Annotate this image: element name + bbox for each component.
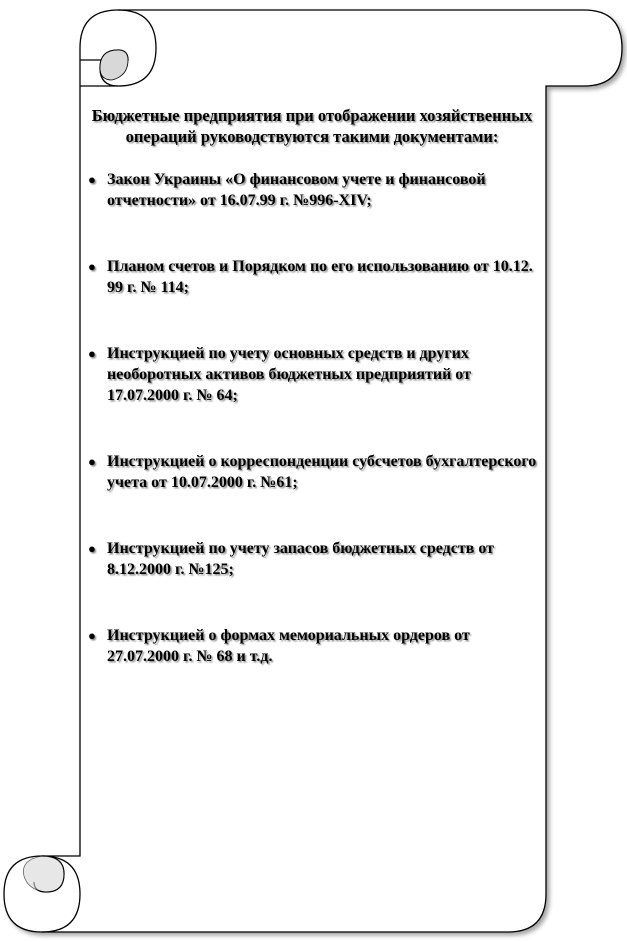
bullet-icon: ● — [88, 259, 96, 274]
bullet-icon: ● — [88, 628, 96, 643]
list-item — [82, 538, 542, 580]
bullet-icon: ● — [88, 172, 96, 187]
list-item-text: Закон Украины «О финансовом учете и финансовой отчетности» от 16.07.99 г. №996-XIV; — [107, 171, 486, 209]
list-item-text: Инструкцией по учету запасов бюджетных средств от 8.12.2000 г. №125; — [107, 540, 494, 578]
list-item-text: Инструкцией по учету основных средств и других необоротных активов бюджетных предприятий от 17.07.2000 г. № 64; — [107, 345, 471, 404]
document-content — [82, 105, 542, 667]
list-item — [82, 169, 542, 211]
list-item — [82, 256, 542, 298]
document-title: Бюджетные предприятия при отображении хозяйственных операций руководствуются такими документами: — [91, 106, 533, 146]
document-list — [82, 169, 542, 667]
list-item — [82, 451, 542, 493]
list-item — [82, 343, 542, 406]
list-item-text: Инструкцией о формах мемориальных ордеров от 27.07.2000 г. № 68 и т.д. — [107, 627, 470, 665]
list-item-text: Инструкцией о корреспонденции субсчетов бухгалтерского учета от 10.07.2000 г. №61; — [107, 453, 537, 491]
list-item — [82, 625, 542, 667]
bullet-icon: ● — [88, 454, 96, 469]
bullet-icon: ● — [88, 346, 96, 361]
list-item-text: Планом счетов и Порядком по его использованию от 10.12. 99 г. № 114; — [107, 258, 533, 296]
bullet-icon: ● — [88, 541, 96, 556]
